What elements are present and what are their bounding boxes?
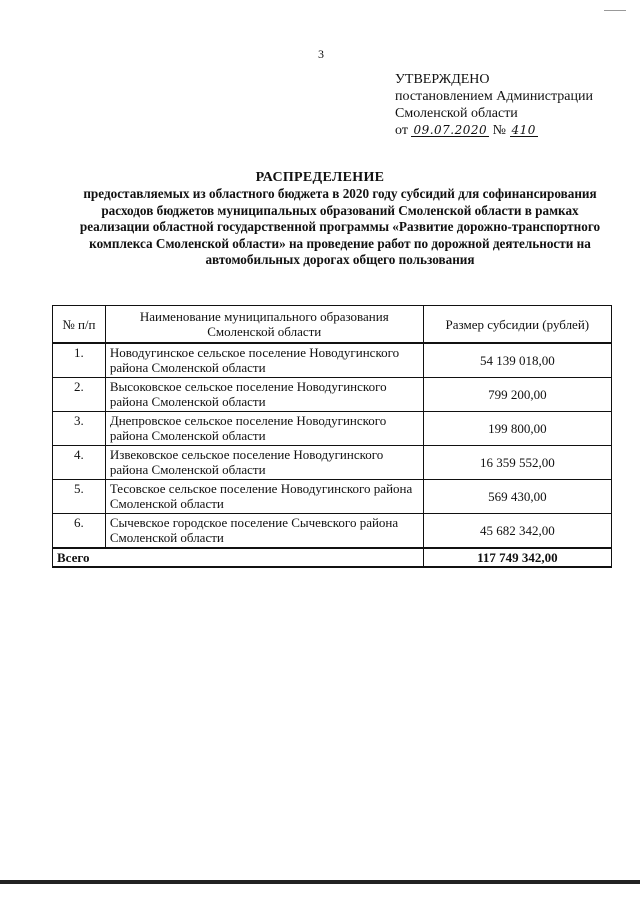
scan-bottom-edge — [0, 880, 640, 884]
table-row — [53, 343, 612, 378]
row-num: 6. — [53, 514, 106, 549]
row-num: 4. — [53, 446, 106, 480]
table-row — [53, 446, 612, 480]
row-amount: 199 800,00 — [423, 412, 611, 446]
total-amount: 117 749 342,00 — [423, 548, 611, 567]
row-num: 3. — [53, 412, 106, 446]
total-label: Всего — [53, 548, 424, 567]
row-amount: 54 139 018,00 — [423, 343, 611, 378]
row-name: Новодугинское сельское поселение Новодугинского района Смоленской области — [105, 343, 423, 378]
table-row — [53, 378, 612, 412]
approval-line-1: постановлением Администрации — [395, 89, 593, 104]
table-row — [53, 480, 612, 514]
row-amount: 45 682 342,00 — [423, 514, 611, 549]
total-row — [53, 548, 612, 567]
approval-line-2: Смоленской области — [395, 106, 518, 121]
row-amount: 16 359 552,00 — [423, 446, 611, 480]
header-amount: Размер субсидии (рублей) — [423, 306, 611, 344]
table-row — [53, 514, 612, 549]
header-num: № п/п — [53, 306, 106, 344]
row-name: Сычевское городское поселение Сычевского района Смоленской области — [105, 514, 423, 549]
date-prefix: от — [395, 123, 408, 138]
approval-block — [395, 71, 635, 139]
row-amount: 569 430,00 — [423, 480, 611, 514]
scan-mark — [604, 10, 626, 11]
row-name: Высоковское сельское поселение Новодугинского района Смоленской области — [105, 378, 423, 412]
document-subtitle: предоставляемых из областного бюджета в 2020 году субсидий для софинансирования расходов бюджетов муниципальных образований Смоленской области в рамках реализации областной государственной программы «Развитие дорожно-транспортного комплекса Смоленской области» на проведение работ по дорожной деятельности на автомобильных дорогах общего пользования — [79, 186, 601, 267]
table-row — [53, 412, 612, 446]
approval-date-line — [395, 122, 635, 139]
header-name: Наименование муниципального образования Смоленской области — [105, 306, 423, 344]
number-prefix: № — [492, 123, 507, 138]
row-name: Извековское сельское поселение Новодугинского района Смоленской области — [105, 446, 423, 480]
row-num: 2. — [53, 378, 106, 412]
row-name: Тесовское сельское поселение Новодугинского района Смоленской области — [105, 480, 423, 514]
row-num: 5. — [53, 480, 106, 514]
distribution-table — [52, 305, 612, 568]
page-number: 3 — [318, 47, 324, 61]
table-header-row — [53, 306, 612, 344]
document-title: РАСПРЕДЕЛЕНИЕ — [255, 170, 385, 185]
row-num: 1. — [53, 343, 106, 378]
handwritten-number: 410 — [511, 123, 536, 137]
approval-heading: УТВЕРЖДЕНО — [395, 72, 490, 87]
handwritten-date: 09.07.2020 — [413, 123, 488, 137]
row-name: Днепровское сельское поселение Новодугинского района Смоленской области — [105, 412, 423, 446]
row-amount: 799 200,00 — [423, 378, 611, 412]
